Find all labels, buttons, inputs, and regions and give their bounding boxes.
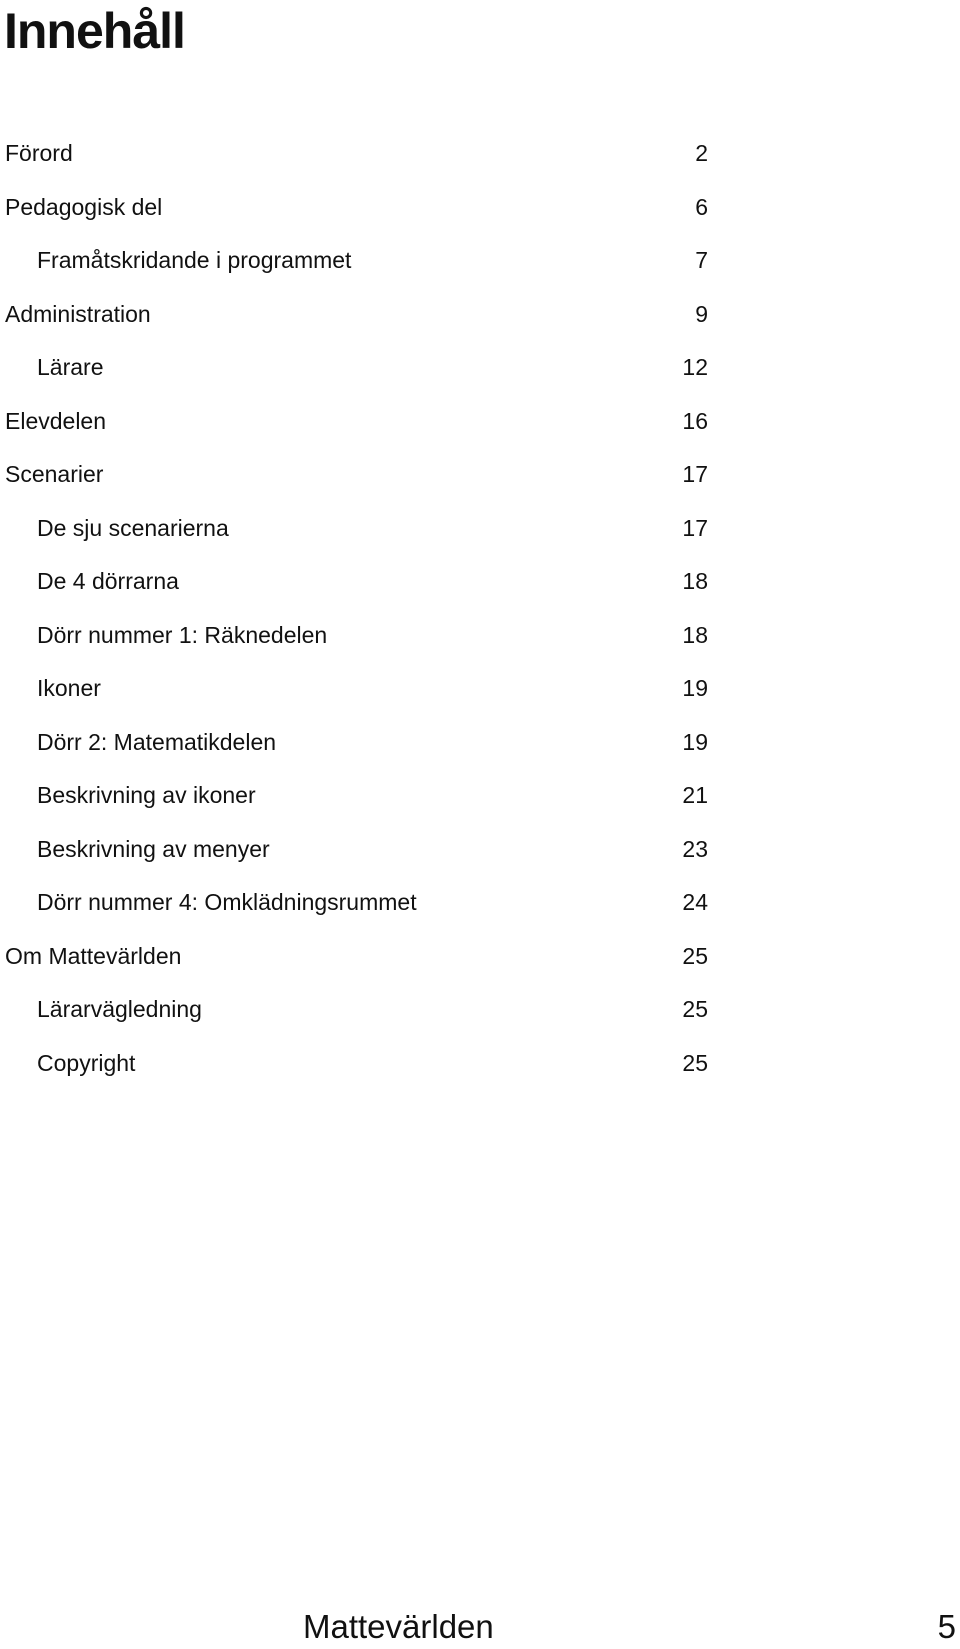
toc-entry-page: 17 [682,514,708,541]
toc-entry [0,716,710,770]
toc-entry-label: Pedagogisk del [5,193,163,220]
toc-entry [0,983,710,1037]
toc-entry [0,876,710,930]
toc-entry-page: 24 [682,889,708,915]
toc-entry-label: Lärare [37,354,104,380]
toc-entry-label: Framåtskridande i programmet [37,247,352,273]
page-title: Innehåll [4,3,185,59]
toc-entry-label: De sju scenarierna [37,514,229,541]
toc-entry [0,823,710,877]
toc-entry-label: Elevdelen [5,407,107,434]
toc-entry-label: Scenarier [5,461,104,487]
toc-entry [0,127,710,181]
toc-entry-label: Dörr 2: Matematikdelen [37,728,277,755]
toc-entry-page: 19 [682,728,708,755]
toc-entry [0,930,710,984]
toc-entry-label: Copyright [37,1049,136,1076]
toc-entry-label: Om Mattevärlden [5,942,182,969]
toc-entry-page: 7 [695,247,708,273]
toc-entry-page: 25 [682,1049,708,1076]
toc-entry [0,234,710,288]
toc-entry [0,662,710,716]
toc-entry-page: 25 [682,942,708,969]
table-of-contents [0,127,710,1090]
toc-entry-page: 9 [695,300,708,327]
toc-entry [0,288,710,342]
toc-entry-label: Förord [5,140,73,166]
footer-page-number: 5 [937,1608,956,1645]
toc-entry-page: 2 [695,140,708,166]
toc-entry-page: 21 [682,782,708,808]
toc-entry-page: 23 [682,835,708,862]
toc-entry [0,341,710,395]
toc-entry-label: Dörr nummer 1: Räknedelen [37,621,328,648]
toc-entry [0,609,710,663]
toc-entry [0,769,710,823]
toc-entry-label: Ikoner [37,675,101,701]
toc-entry-page: 6 [695,193,708,220]
toc-entry-label: Dörr nummer 4: Omklädningsrummet [37,889,417,915]
toc-entry [0,502,710,556]
toc-entry-page: 17 [682,461,708,487]
toc-entry-page: 18 [682,621,708,648]
toc-entry-page: 12 [682,354,708,380]
toc-entry-page: 25 [682,996,708,1022]
toc-entry-label: Administration [5,300,151,327]
toc-entry [0,395,710,449]
toc-entry-label: Beskrivning av ikoner [37,782,256,808]
toc-entry-page: 18 [682,568,708,594]
toc-entry [0,555,710,609]
toc-entry-page: 19 [682,675,708,701]
toc-entry [0,1037,710,1091]
toc-entry-label: Beskrivning av menyer [37,835,270,862]
toc-entry [0,448,710,502]
toc-entry-label: De 4 dörrarna [37,568,179,594]
toc-entry-page: 16 [682,407,708,434]
toc-entry-label: Lärarvägledning [37,996,202,1022]
footer-title: Mattevärlden [303,1608,494,1645]
toc-entry [0,181,710,235]
